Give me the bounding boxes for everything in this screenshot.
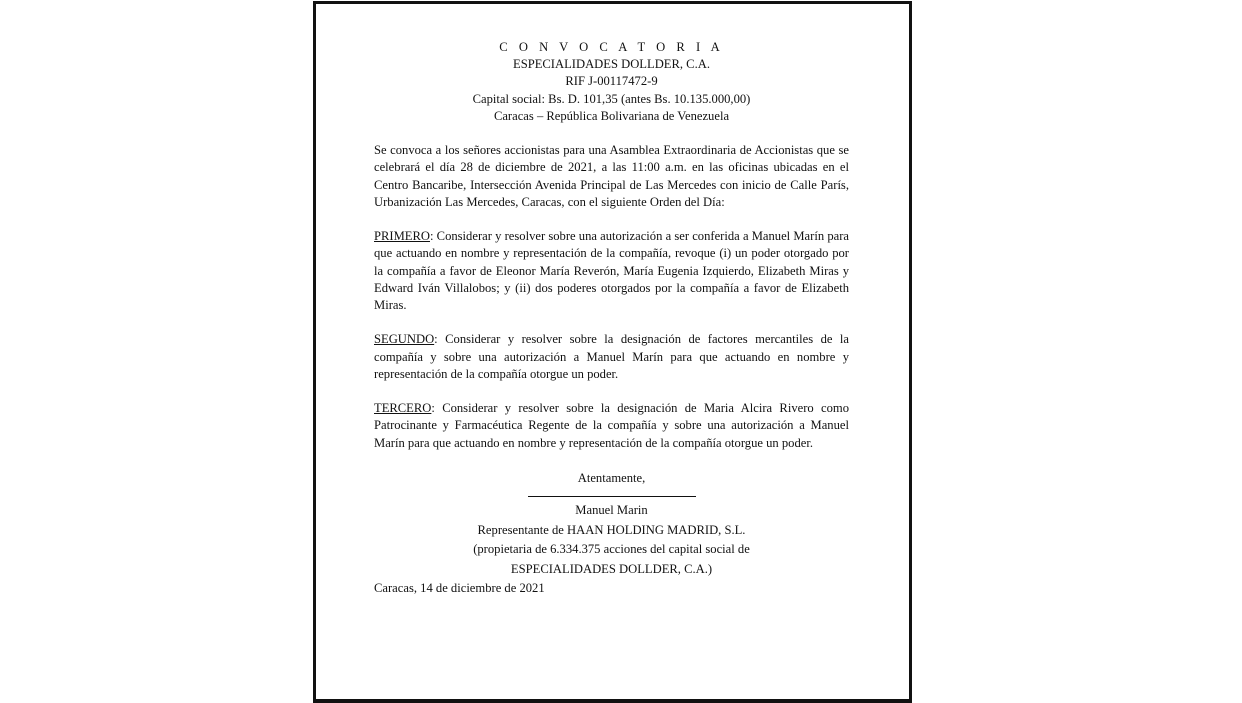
agenda-item-segundo [374, 331, 849, 383]
agenda-item-label: SEGUNDO [374, 332, 435, 347]
spacer [374, 125, 849, 142]
place-date: Caracas, 14 de diciembre de 2021 [374, 581, 545, 596]
document-content [374, 39, 849, 598]
intro-paragraph: Se convoca a los señores accionistas para una Asamblea Extraordinaria de Accionistas que se celebrará el día 28 de diciembre de 2021, a las 11:00 a.m. en las oficinas ubicadas en el Centro Bancaribe, Intersección Avenida Principal de Las Mercedes con inicio de Calle París, Urbanización Las Mercedes, Caracas, con el siguiente Orden del Día: [374, 143, 849, 209]
signature-line [528, 496, 696, 497]
agenda-item-primero [374, 228, 849, 314]
company-name: ESPECIALIDADES DOLLDER, C.A. [513, 57, 710, 72]
agenda-item-text: : Considerar y resolver sobre la designación de Maria Alcira Rivero como Patrocinante y Farmacéutica Regente de la compañía y sobre una autorización a Manuel Marín para que actuando en nombre y representación de la compañía otorgue un poder. [374, 401, 849, 450]
spacer [374, 211, 849, 228]
agenda-item-label: TERCERO [374, 401, 432, 416]
document-frame [313, 1, 912, 703]
agenda-item-text: : Considerar y resolver sobre la designación de factores mercantiles de la compañía y sobre una autorización a Manuel Marín para que actuando en nombre y representación de la compañía otorgue un poder. [374, 332, 849, 381]
ownership-line-2: ESPECIALIDADES DOLLDER, C.A.) [510, 561, 713, 576]
rif-number: RIF J-00117472-9 [565, 74, 658, 89]
spacer [374, 452, 849, 469]
location: Caracas – República Bolivariana de Venezuela [493, 108, 730, 123]
document-title: C O N V O C A T O R I A [499, 40, 724, 54]
agenda-item-tercero [374, 400, 849, 452]
signer-name: Manuel Marin [575, 503, 648, 518]
spacer [374, 383, 849, 400]
ownership-line-1: (propietaria de 6.334.375 acciones del capital social de [473, 542, 750, 557]
signer-role: Representante de HAAN HOLDING MADRID, S.L. [477, 522, 746, 537]
capital-social: Capital social: Bs. D. 101,35 (antes Bs. 10.135.000,00) [472, 91, 751, 106]
salutation: Atentamente, [577, 471, 646, 485]
agenda-item-text: : Considerar y resolver sobre una autorización a ser conferida a Manuel Marín para que actuando en nombre y representación de la compañía, revoque (i) un poder otorgado por la compañía a favor de Eleonor María Reverón, María Eugenia Izquierdo, Elizabeth Miras y Edward Iván Villalobos; y (ii) dos poderes otorgados por la compañía a favor de Elizabeth Miras. [374, 229, 849, 313]
spacer [374, 314, 849, 331]
agenda-item-label: PRIMERO [374, 229, 430, 244]
